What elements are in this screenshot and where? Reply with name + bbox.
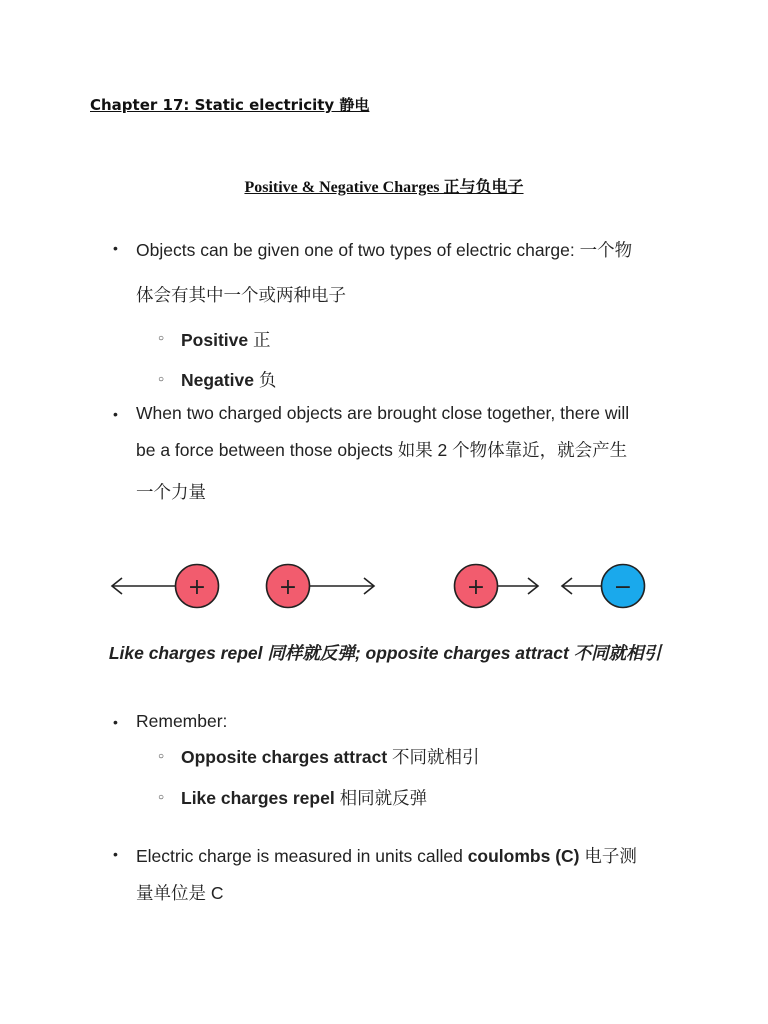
charge-pair-left: [112, 565, 374, 608]
charges-diagram: [100, 554, 660, 620]
sub-item-negative: [181, 367, 276, 392]
sub-item-rest: 正: [248, 330, 271, 350]
charge-sign: +: [278, 575, 298, 600]
bullet2-line3: 一个力量: [136, 482, 206, 502]
sub-bullet-marker: ○: [158, 333, 165, 344]
sub-bullet-marker: ○: [158, 792, 165, 803]
bullet-marker: •: [113, 846, 118, 862]
bullet4-line1: [136, 843, 637, 868]
sub-item-like: [181, 785, 427, 810]
bullet1-line1: Objects can be given one of two types of electric charge: 一个物: [136, 240, 633, 260]
sub-item-bold: Positive: [181, 330, 249, 350]
bullet2-line2: be a force between those objects 如果 2 个物体靠近，就会产生: [136, 440, 628, 460]
bullet4-line2: 量单位是 C: [136, 883, 224, 903]
diagram-caption: Like charges repel 同样就反弹; opposite charges attract 不同就相引: [108, 643, 662, 663]
charge-sign: +: [187, 575, 207, 600]
sub-item-positive: [181, 327, 271, 352]
sub-item-rest: 负: [253, 370, 277, 390]
sub-item-rest: 不同就相引: [387, 747, 480, 767]
chapter-title: Chapter 17: Static electricity 静电: [90, 96, 370, 114]
bullet-marker: •: [113, 240, 118, 256]
charge-pair-right: [455, 565, 645, 608]
sub-item-bold: Opposite charges attract: [181, 747, 388, 767]
section-title: Positive & Negative Charges 正与负电子: [244, 179, 524, 196]
bullet3-line1: Remember:: [136, 711, 228, 731]
charge-sign: −: [613, 575, 633, 600]
bullet1-line2: 体会有其中一个或两种电子: [136, 285, 346, 305]
bullet2-line1: When two charged objects are brought close together, there will: [136, 403, 630, 423]
charge-sign: +: [466, 575, 486, 600]
bullet-marker: •: [113, 714, 118, 730]
sub-item-bold: Like charges repel: [181, 788, 335, 808]
sub-item-opposite: [181, 744, 480, 769]
bullet4-pre: Electric charge is measured in units called: [136, 846, 468, 866]
bullet4-bold: coulombs (C): [467, 846, 580, 866]
sub-item-rest: 相同就反弹: [334, 788, 428, 808]
sub-item-bold: Negative: [181, 370, 254, 390]
bullet4-post: 电子测: [579, 846, 637, 866]
sub-bullet-marker: ○: [158, 751, 165, 762]
sub-bullet-marker: ○: [158, 374, 165, 385]
bullet-marker: •: [113, 406, 118, 422]
